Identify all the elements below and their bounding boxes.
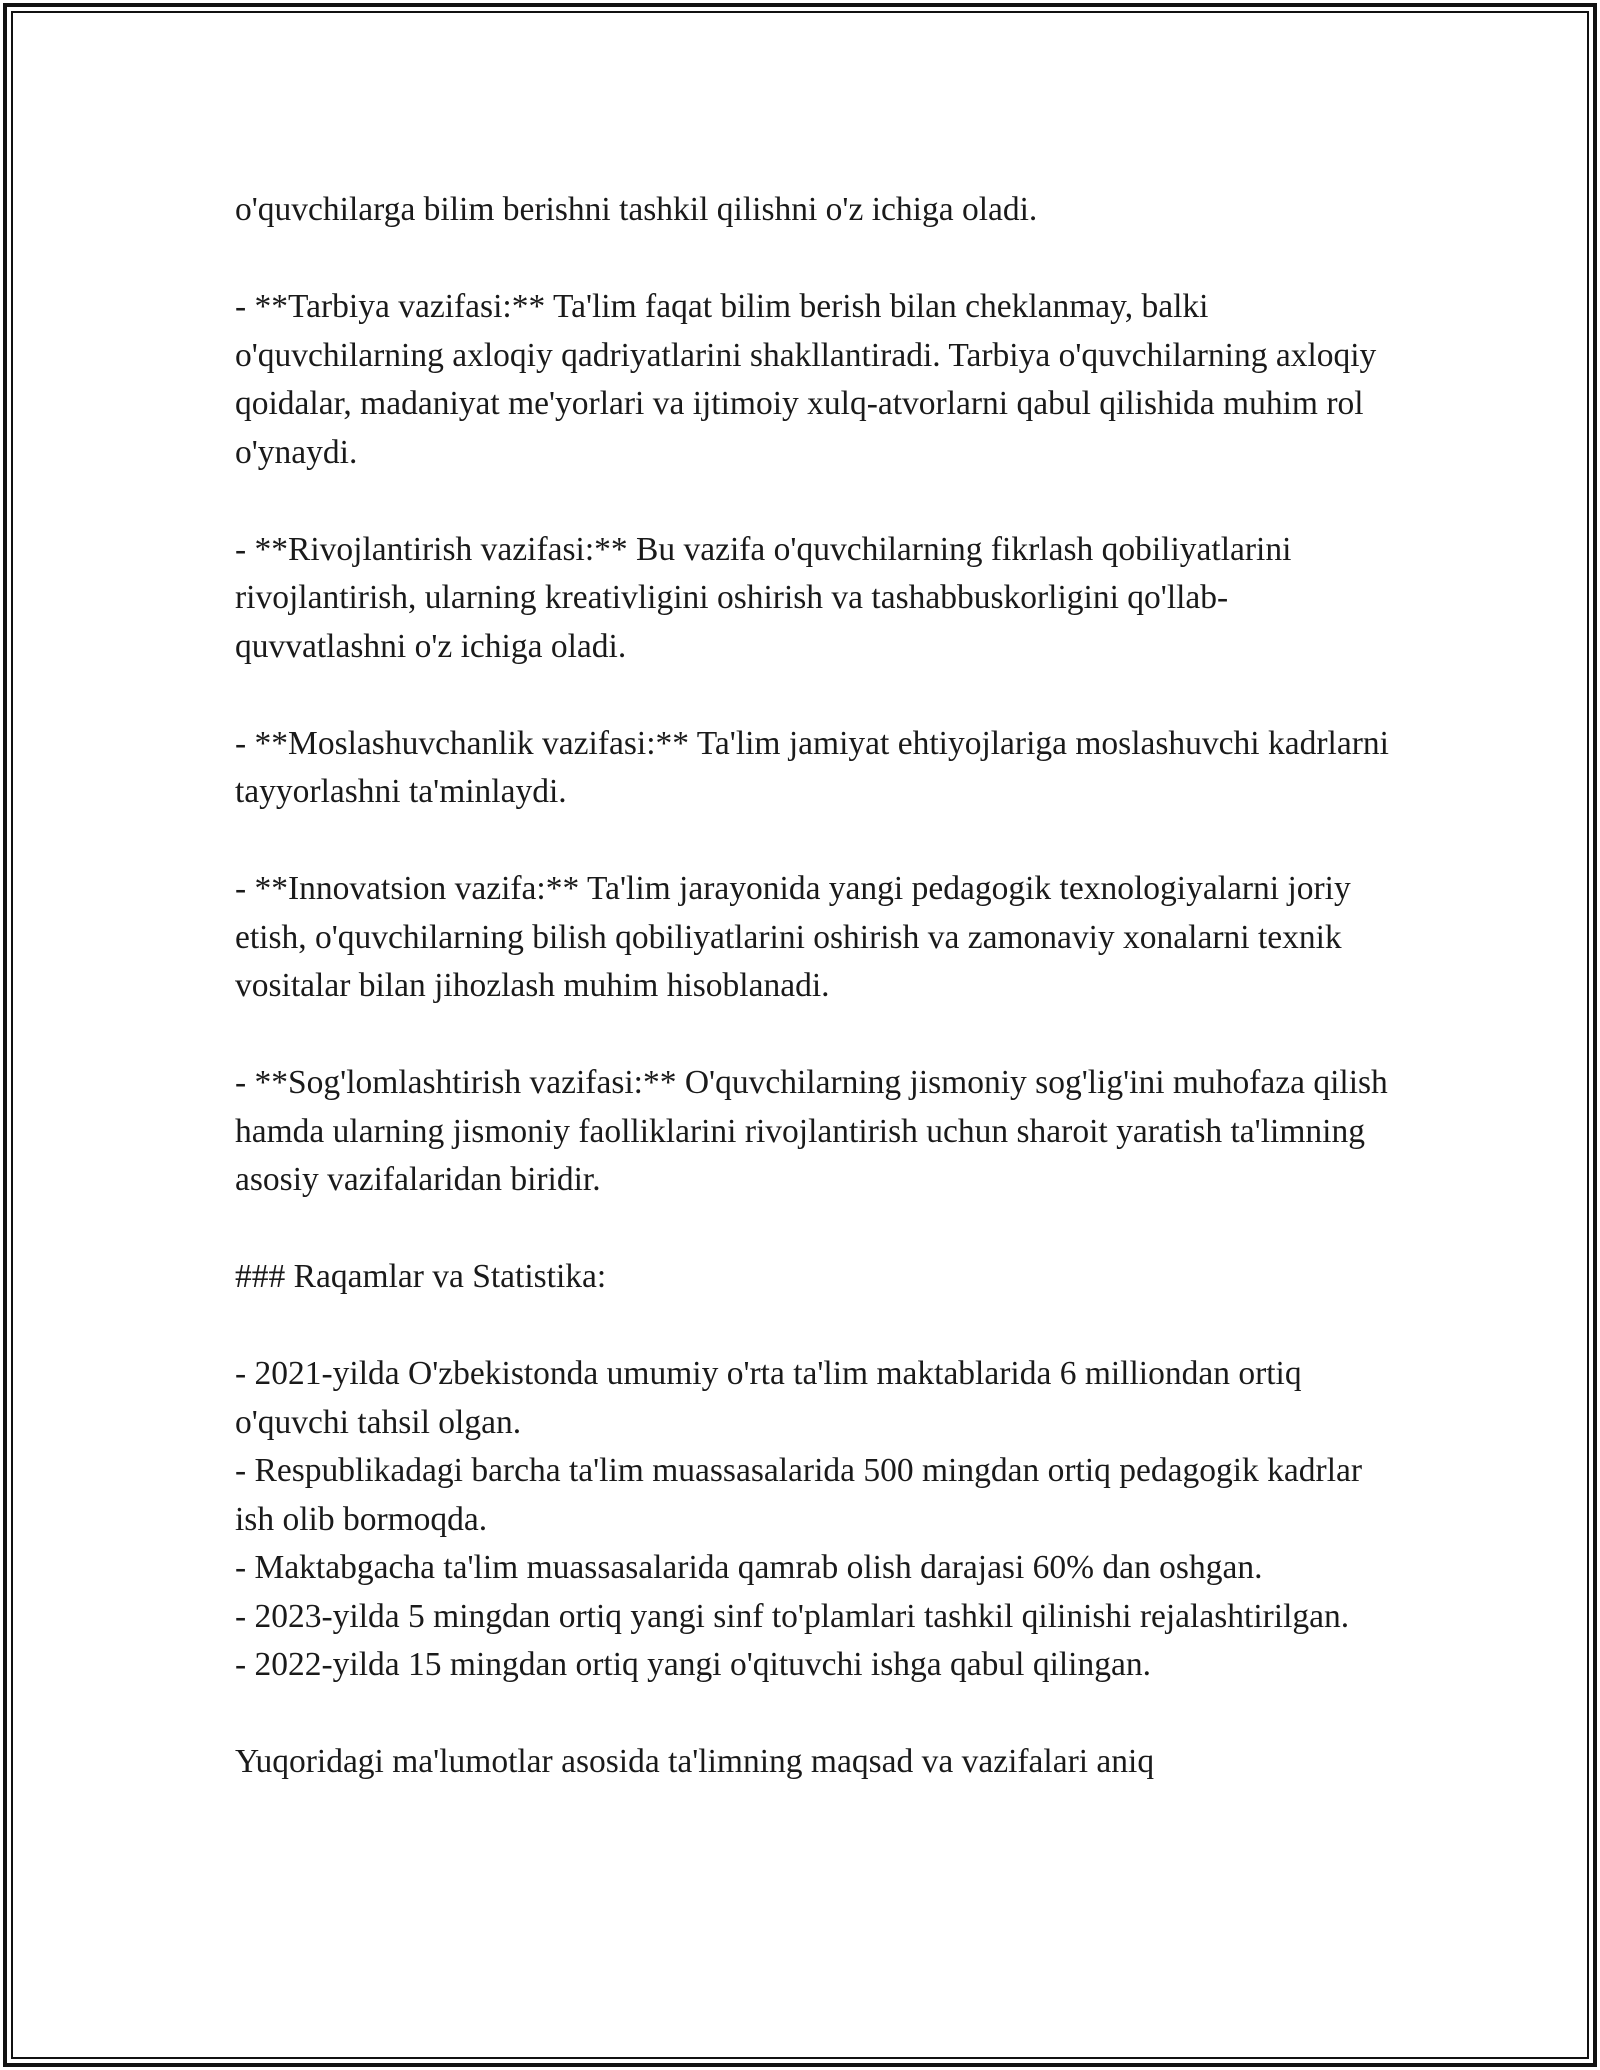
stats-list — [235, 1350, 1395, 1690]
paragraph-continuation: o'quvchilarga bilim berishni tashkil qilishni o'z ichiga oladi. — [235, 191, 1038, 228]
paragraph-moslashuvchanlik: - **Moslashuvchanlik vazifasi:** Ta'lim jamiyat ehtiyojlariga moslashuvchi kadrlarni tayyorlashni ta'minlaydi. — [235, 724, 1389, 810]
stat-item: - 2023-yilda 5 mingdan ortiq yangi sinf to'plamlari tashkil qilinishi rejalashtirilgan. — [235, 1597, 1350, 1635]
paragraph-soglomlashtirish: - **Sog'lomlashtirish vazifasi:** O'quvchilarning jismoniy sog'lig'ini muhofaza qilish hamda ularning jismoniy faolliklarini rivojlantirish uchun sharoit yaratish ta'limning asosiy vazifalaridan biridir. — [235, 1064, 1388, 1198]
section-heading: ### Raqamlar va Statistika: — [235, 1258, 607, 1295]
document-body — [235, 186, 1395, 1787]
closing-paragraph: Yuqoridagi ma'lumotlar asosida ta'limning maqsad va vazifalari aniq — [235, 1743, 1155, 1780]
paragraph-tarbiya: - **Tarbiya vazifasi:** Ta'lim faqat bilim berish bilan cheklanmay, balki o'quvchilarning axloqiy qadriyatlarini shakllantiradi. Tarbiya o'quvchilarning axloqiy qoidalar, madaniyat me'yorlari va ijtimoiy xulq-atvorlarni qabul qilishida muhim rol o'ynaydi. — [235, 288, 1377, 471]
stat-item: - 2022-yilda 15 mingdan ortiq yangi o'qituvchi ishga qabul qilingan. — [235, 1646, 1151, 1683]
stat-item: - 2021-yilda O'zbekistonda umumiy o'rta ta'lim maktablarida 6 milliondan ortiq o'quvchi tahsil olgan. — [235, 1355, 1302, 1441]
stat-item: - Maktabgacha ta'lim muassasalarida qamrab olish darajasi 60% dan oshgan. — [235, 1549, 1263, 1586]
paragraph-innovatsion: - **Innovatsion vazifa:** Ta'lim jarayonida yangi pedagogik texnologiyalarni joriy etish, o'quvchilarning bilish qobiliyatlarini oshirish va zamonaviy xonalarni texnik vositalar bilan jihozlash muhim hisoblanadi. — [235, 870, 1351, 1004]
stat-item: - Respublikadagi barcha ta'lim muassasalarida 500 mingdan ortiq pedagogik kadrlar ish olib bormoqda. — [235, 1452, 1363, 1538]
paragraph-rivojlantirish: - **Rivojlantirish vazifasi:** Bu vazifa o'quvchilarning fikrlash qobiliyatlarini rivojlantirish, ularning kreativligini oshirish va tashabbuskorligini qo'llab-quvvatlashni o'z ichiga oladi. — [235, 530, 1292, 665]
